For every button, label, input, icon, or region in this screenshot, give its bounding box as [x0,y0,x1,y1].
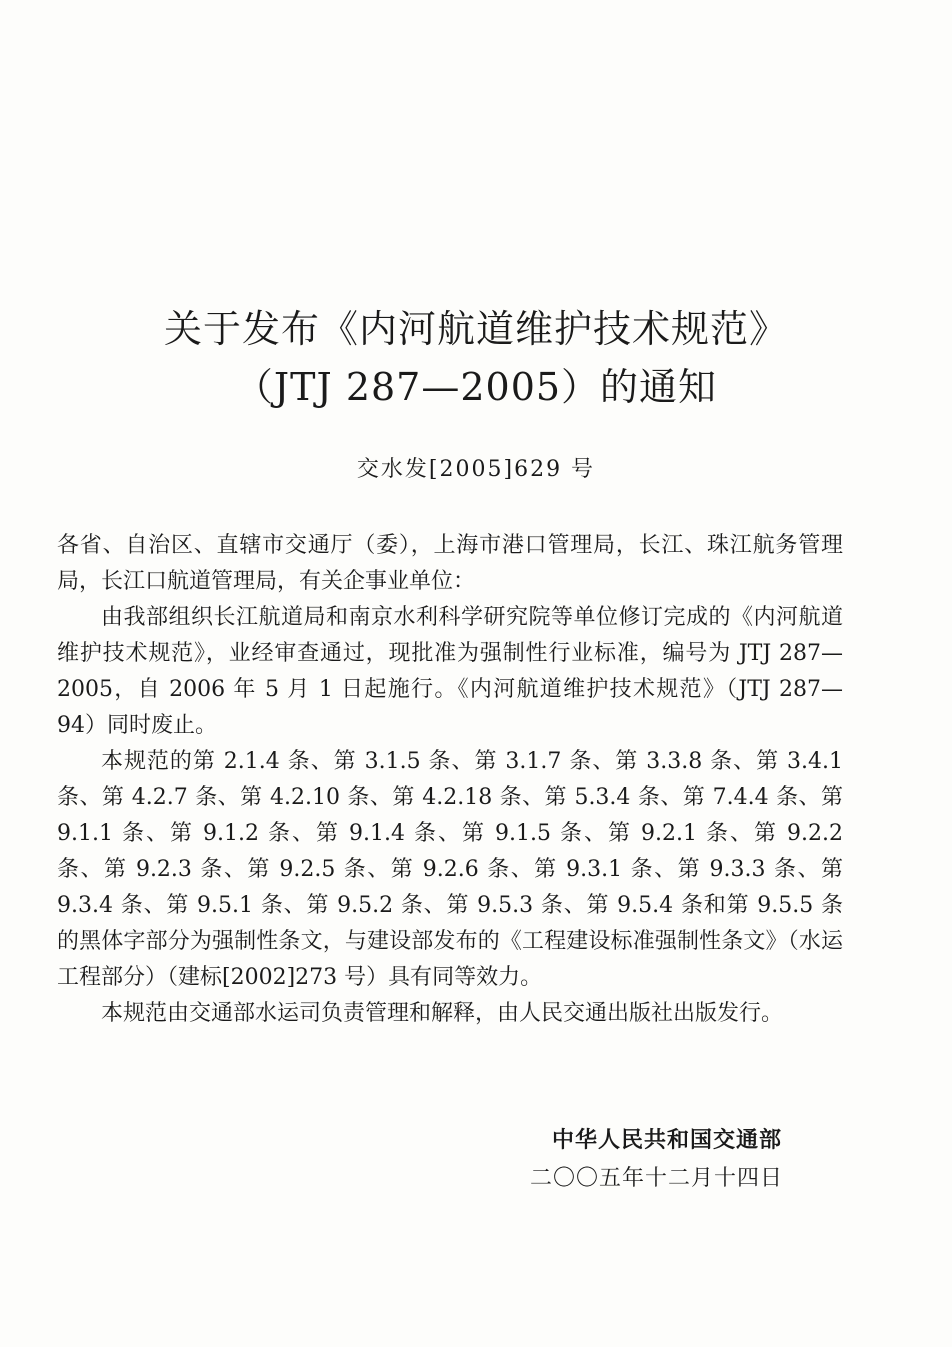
document-number: 交水发[2005]629 号 [356,457,596,482]
title-line-1: 关于发布《内河航道维护技术规范》 [163,307,788,351]
document-body [57,528,843,1032]
paragraph-approval: 由我部组织长江航道局和南京水利科学研究院等单位修订完成的《内河航道维护技术规范》，业经审查通过，现批准为强制性行业标准，编号为 JTJ 287—2005，自 2006 年 5 月 1 日起施行。《内河航道维护技术规范》（JTJ 287—94）同时废止。 [57,605,843,738]
paragraph-mandatory-clauses: 本规范的第 2.1.4 条、第 3.1.5 条、第 3.1.7 条、第 3.3.8 条、第 3.4.1 条、第 4.2.7 条、第 4.2.10 条、第 4.2.18 条、第 5.3.4 条、第 7.4.4 条、第 9.1.1 条、第 9.1.2 条、第 9.1.4 条、第 9.1.5 条、第 9.2.1 条、第 9.2.2 条、第 9.2.3 条、第 9.2.5 条、第 9.2.6 条、第 9.3.1 条、第 9.3.3 条、第 9.3.4 条、第 9.5.1 条、第 9.5.2 条、第 9.5.3 条、第 9.5.4 条和第 9.5.5 条的黑体字部分为强制性条文，与建设部发布的《工程建设标准强制性条文》（水运工程部分）（建标[2002]273 号）具有同等效力。 [57,749,843,990]
paragraph-administration: 本规范由交通部水运司负责管理和解释，由人民交通出版社出版发行。 [101,1001,784,1026]
salutation: 各省、自治区、直辖市交通厅（委），上海市港口管理局，长江、珠江航务管理局，长江口航道管理局，有关企事业单位： [57,533,843,594]
issue-date: 二〇〇五年十二月十四日 [530,1166,784,1191]
signature-block [530,1122,830,1198]
title-line-2: （JTJ 287—2005）的通知 [234,365,718,409]
issuing-organization: 中华人民共和国交通部 [552,1128,783,1153]
document-title [0,300,952,416]
